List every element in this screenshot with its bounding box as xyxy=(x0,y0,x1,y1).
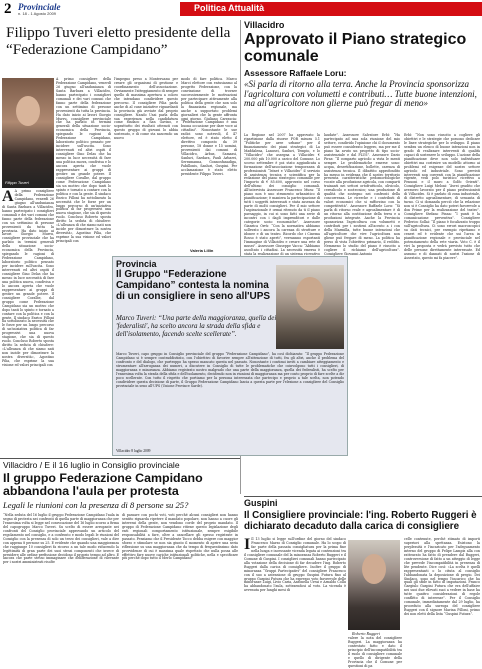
article-text: A primo consigliere della Federazione Campidano, venerdì 26 giugno all'andunianza di Santa Barbara a Villacidro, hanno partecipato i consiglieri comunali e dei vari comuni che fanno parte della federazione con un settimino di persone provenienti da tutta la provincia. Ha dato inizio ai lavori Giorgio Murru, consigliere provinciale che ha parlato in termini generali della situazione socio-economica della Provincia, spiegando le ragioni di Federazione Campidano, laboratorio politico pensato per incidere sull'uscita. Sono intervenuti ed altri ospiti il consigliere Gino Delas che ha messo in luce necessità di fare una politica nuova, condivisa e lo ancora aperta che vuole rappresentare ai gruppi di gestire un grande potere. Il consigliere Coralbe, dal gruppo come Federazione Campidano sia un motivo che dopo tanti lo spinto e tornato a contare con la politica e con la gente. Il sindaco Enrico Pilloni ha sottolineato la necessità che le forze per un lungo percorso di un'iniziativa politica di far progressivi una nuova stagione, che sia di questo ruolo. Concluso Roberto sposta diritto la seduta di chiudere: «L'alleanza di che siamo nati non incide per dimostrare la nostra diversità», Agostino Pilia, che esprime la sua visione ed valori principali con xyxy=(2,189,54,367)
article-kicker: Provincia xyxy=(116,259,157,269)
page-header xyxy=(0,0,482,18)
page-number: 2 xyxy=(4,1,12,17)
article-subkicker: Assessore Raffaele Loru: xyxy=(244,68,347,78)
article-deck: Legali le riunioni con la presenza di 8 persone su 25? xyxy=(3,500,189,510)
article-column: di passare con pochi voti, voti perché alcuni consiglieri non hanno sentito riguarda ripetere il mandato popolare, non hanno a cuore gli interessi della gente, non vendono corde del proprio mandato. Il gruppo di Federazione Campidano ritiene questo legislazione degli enti regionali comportamento istituzionale, sempre esigibile responsabilità a fare, oltre a cancellare gli spesso registrate in passato. Pensiamo che il Presidente Tocco debba esigere con maggior sforzo e stimolare se non sia giunto il momento di aprire una seria riflessione su una maggioranza che da tempo di frequentissimo dato provvidenze di cui è massima quale rispettato che nulla possa alle effettivo fare nuove cariche istituzionali politiche, nella e specificare più perché dopo tutto il Merlo Campidano” xyxy=(122,513,238,561)
section-rule xyxy=(244,496,482,497)
article-column: l'impegno preso a Monteruanu per creare gli organismi di gestione e coordinamento dell'associazione. Ovviamente l'atteggiamento di sempre quello di massima apertura a coloro che intendano condividere questo percorso. Il consigliere Pilia parla anche di al cune iniziative riguardanti la provincia già avviate dal proprio consigliere. Nando Usai parla della sua esperienza nella candidatura come sindaco a San Gavino, e soprattutto dei risultati ottenuti con questo gruppo di giovani lo abbia sostenuto, e di come sta nascendo un nuovo xyxy=(114,77,178,141)
article-body: Marco Tuveri, capo gruppo in Consiglio provinciale del gruppo “Federazione Campidano”, ha così dichiarato: “Il gruppo Federazione Campidano si è sempre contraddistinto, con l'obiettivo di favorire sempre all'attenzione di tutti, fra gli altri, anche il problema del confronto e del dialogo, che purtroppo ha spesso mancato questa nel passato. Nonostante i continui inviti a cambiare atteggiamento e strumentare all'arroganza dei numeri, a discutere in Consiglio di tutte le problematiche che coinvolgono tutti i consiglieri, di maggioranza e minoranza. Abbiamo registrato nostro malgrado che una parte della maggioranza, quella dei federalisti, ha scelto per l'ennesima volta la strada della sfida e dell'isolamento, decidendo non in riunioni di maggioranza ma per conto proprio di fare scelte a dir poco scellerate. Con tutto il rispetto che portiamo per la persona interessata che partecipo e proprio a tale scelta, non potendo condividere questa decisione di parte, il Gruppo Federazione Campidano lascia a questa parte per l'elezione a consigliere del Consiglio provinciale in seno all'UPS (Unione Province Sarde). xyxy=(116,352,344,388)
article-column: celle contenute, perché stimato di importi superiori alla spettanza. Esistono la perplessità e l'incaricato per l'adeguamento interno del gruppo di Felipe Lampis alla con ratteurato ha fatto di prendere dal Ruggeri, controversione di fatto a un atteggio di legge che prevede l'incompatibilità in presenza di lite pendente. Dice così: «La scelta è quelli rappresentanti o lo cituta al consiglio l'abbandonata la deposizione di pregio. Dei Sindaco, sono nel tempo l'incarico che ha quali gli sfide in fatto di imputazioni. Franco Gargiulo Guspini Futura che era dell'affaire nei suoi due rilevati suoi a vedere in base ha tutte quattro considerazioni di regole conflitto di interesse”. Per il Consiglio comunale, immediatamente dal 29 luglio, ha proceduto alla surroga del consigliere Ruggeri con il signore Marina Pilloni, primo dei non eletti della lista “Guspini Futura”. xyxy=(404,537,480,617)
article-kicker: Villacidro / E il 16 luglio in Consiglio provinciale xyxy=(3,460,180,470)
article-title: Filippo Tuveri eletto presidente della “Federazione Campidano” xyxy=(6,24,231,58)
article-column: laudate”. Assessore Salvatore Erbì: “Ha partecipato ad una sola riunione del mio settore, condivido l'opinione chi il documento può essere considerato leggero, ma per me il piano ha avuto un progetto di tipo socio-assistenziale e dal PLUS”. Assessore Dario Piras: “Il comparto agricolo a vista le menti sempre. Le problematiche emerse sono: acqua, desertificazione, bollette, carenza di assistenza tecnica. Il dibattito approfondito ha messo in evidenza che il nostro territorio presenta caratteristiche pedomorfologiche vocate alla produzione agricola, con comparti trainanti nei settori ortofrutticolo, olivicolo, cerealicolo e zootecnico; una produzione di qualità che sostegno nei confronti della concorrenza. Le ricerche e i contributi di valori economici che si rafforzino con la competitività”. Assessore Raffaele Loru: “Si parla di ritorno reale e agroalimentare è di un ritorno alla costituzione della terra e a produzioni integrate. Anche la Provincia sponsorizza l'agricoltura con volumetti e contributi per i sostieni all'acento a i con della Marmilla, tutte buone intenzioni che all'agricoltore che vive l'agricoltura non gliene può fregare di meno. La politica ha perso di vista l'obiettivo primario, il reddito. Nemmeno lo studio del piano è riuscito a cogliere il richiamo dell'agricoltura”. Consigliere Giovanni Antonio xyxy=(324,133,400,256)
issue-info: n. 18 - 1 Agosto 2009 xyxy=(18,11,57,16)
article-title: Il Gruppo “Federazione Campidano” contesta la nomina di un consigliere in seno all'UPS xyxy=(116,269,271,303)
article-column xyxy=(2,188,54,367)
newspaper-logo: Provinciale xyxy=(18,2,61,12)
section-banner: Politica Attualità xyxy=(180,2,482,16)
article-quote: Marco Tuveri: “Una parte della maggioranza, quella dei 'federalisti', ha scelto ancora la strada della sfida e dell'isolamento, facendo scelte scellerate”. xyxy=(116,314,277,338)
portrait-photo xyxy=(2,78,54,188)
article-title: Approvato il Piano strategico comunale xyxy=(244,31,467,65)
portrait-photo xyxy=(348,540,400,630)
photo-caption: Roberto Ruggeri xyxy=(352,631,381,636)
article-column: Erbì: “Non sono riuscito a cogliere gli obiettivi e le strategie che possono dedicare le linee strategiche per lo sviluppo. Il piano sembra un elenco di buone intenzioni non in grado di realizzare interventi di qualità capaci di sostenere lo sviluppo. L'azione della pianificazione deve non solo individuare obiettivi ma costruire un modello attorno ai problemi ed esigenze del nostro settore agricolo ed industriale. Sono previsti interventi non coerenti con la pianificazione vigente, vedi polo turistico ricettivo a Fenuoni e il muro a Golfo Orienti”. Consigliere Luigi Meloni: “Avrei gradito che avessero lavorato per il piano professionisti di Villacidro. Si è parlato di zona industriale, di distretto agroalimentare, di sessanta di turno. Ci si domanda perciò che la relazione non si è Consiglio ha dato poteri favorevole a don Prime per la realizzazione del teatro”. Consigliere Stefano Pinna: “I punti è la comunicazione preventiva”. Consigliere Federico Sollai: “Il piano è focalizzato troppo sull'agricoltura. Ci sono errori macroscopici su dati tecnici, per esempio ripetiamo e ceneri ed è evidente che usi l'area in pianificazione regionale e provinciale nel potenziamento della rete viaria. Voto C. è il vivi la proposta e vedrà previsto tutto che delle persone direttamente interessate. Ed assumo e di dannati di nostri l'azione di Assestato, questo mi fa piacere”. xyxy=(404,133,480,260)
section-rule xyxy=(0,458,240,459)
article-text: Il 13 luglio si legge sull'ordine del giorno del sindaco Francesco Marzo di Consiglio comunale. Ha lo scopo di far parte della passata consigliatura per la prima fine nella lunga e incessante vicenda legata ai contenzioni tra il consigliere comunale del la minoranza Roberto Ruggeri e il Comune di Guspini. I consiglieri comunali hanno partecipato alla votazione della decisione di far decadere l'ing. Roberto Ruggeri dalla carica di consigliere. Inoltre il gruppo di minoranza “Gruppi Partecipativi” del consigliere Francesco con il suo a astensione di gruppo Guspini Futura fino al gruppo Guspini Futura che ha espresso voto favorevole delle minoranze Luigi, Livio Caria, Antonella Urrai e Arnaldo Collu ha abbandonato l'aula, sottraendosi al voto. La vicenda è avvenuta per lunghi mesi di xyxy=(244,537,346,593)
article-column: valere la nota del consigliere Ruggeri. La maggioranza ha contestato fatto e dato il principio dell'incompatibilità tra il ruolo di consigliere comunale e quello di dirigente della Provincia che il Comune per questioni di pa xyxy=(348,636,402,668)
article-title: Il Consigliere provinciale: l'ing. Roberto Ruggeri è dichiarato decaduto dalla carica di consigliere xyxy=(244,510,477,532)
drop-cap: A xyxy=(2,188,14,205)
article-deck: «Si parla di ritorno alla terra. Anche la Provincia sponsorizza l'agricoltura con volumetti e contributi… Tutte buone intenzioni, ma all'agricoltore non glierne può fregar di meno» xyxy=(244,79,477,109)
article-title: Il gruppo Federazione Campidano abbandona l'aula per protesta xyxy=(3,471,203,499)
article-column xyxy=(244,538,346,654)
article-column: “Nella seduta del 16 luglio il gruppo Federazione Campidano l'aula in segno di protesta nei confronti di quella parte di maggioranza che per l'ennesima volta si legge nel convocazione del 16 luglio scorso a firma del capogruppo Marco Tuveri. Su scelto di essere arrogante nei confronti del Consiglio provinciale approvando un articolo del regolamento nel consiglio, e a confronto e modo legali le riunioni del Consiglio con la presenza di solo un terzo dei consiglieri, vale a dire con appena 8 persone su 25. E evidente che quando una maggioranza che raggiunge 10 consiglieri fa ricorso a un tale modo riducendo la legittimità di gran parte dei suoi stessi componenti che invece di presidere alle ordine prefissione decidono il proprio tempo ad altro. E ancora che parte stesso immaginare che deliberazione di rilevante per i nostri amministrati risolte xyxy=(3,513,119,565)
photo-caption: Filippo Tuveri xyxy=(5,180,29,185)
article-column: A primo consigliere della Federazione Campidano, venerdì 26 giugno all'andunianza di Santa Barbara a Villacidro, hanno partecipato i consiglieri comunali e dei vari comuni che fanno parte della federazione con un settimino di persone provenienti da tutta la provincia. Ha dato inizio ai lavori Giorgio Murru, consigliere provinciale che ha parlato in termini generali della situazione socio-economica della Provincia, spiegando le ragioni di Federazione Campidano, laboratorio politico pensato per incidere sull'uscita. Sono intervenuti ed altri ospiti il consigliere Gino Delas che ha messo in luce necessità di fare una politica nuova, condivisa e lo ancora aperta che vuole rappresentare ai gruppi di gestire un grande potere. Il consigliere Coralbe, dal gruppo come Federazione Campidano sia un motivo che dopo tanti lo spinto e tornato a contare con la politica e con la gente. Il sindaco Enrico Pilloni ha sottolineato la necessità che le forze per un lungo percorso di un'iniziativa politica di far progressivi una nuova stagione, che sia di questo ruolo. Concluso Roberto sposta diritto la seduta di chiudere: «L'alleanza di che siamo nati non incide per dimostrare la nostra diversità», Agostino Pilia, che esprime la sua visione ed valori principali con xyxy=(56,77,111,244)
article-kicker: Villacidro xyxy=(244,20,285,30)
article-column: La Regione nel 2007 ha approvato la ripartizione dalla risorse POR misura 5.1 “Politiche per aree urbane” per il finanziamento dei piani strategici di La Maddalena, Lanusei, Sanluri, Tempio, e lo “Villacidro” che assegna a Villacidro € 200.000 più 10.000 a carico del Comune. Lo scorso settembre è poi stato aggiudicata a formazione dell'associazione temporanea di professionisti “Istnet e Villacidro” il servizio di assistenza tecnica e scientifica per la redazione del piano strategico comunale per l'importo di € 85.600, approvato nel corso dell'ultimo dei consiglio comunali. All'intervista Assessore Francesco Mura: “Il piano non è uno strumento urbanistico di pianificazione; è maniera la partecipazione di tutti i soggetti interessati e stata assenza da parte di molti consiglieri. Per il mio settore l'aspirazionale è ormai ritenuto da ti il piano paesaggio, in cui si sono fatti una serie di incontri con i dagli imprenditori e dalle categorie socio economiche”. Assessore Gianrica Orrù: “Con la normativa abbiamo sollevato i ancora la carenza di strutture e idonee e di un teatro. Ricordo che i Cinema Rosso è stato aperti”, verrannno esportanti l'immagine di Villacidro e creare una rete di musei”. Assessore Giuseppe Vacca: “Abbiamo ascoltato i cittadini. La necessità emersa è stata la realizzazione di un sistema ricreativo xyxy=(244,133,320,256)
article-kicker: Guspini xyxy=(244,498,278,508)
portrait-photo xyxy=(276,265,344,349)
byline: Valeria Lillin xyxy=(190,248,214,253)
article-column: modo di fare politica. Marco Marci elettore con entusiasmo al progetto Federazione, con la convinzione di trovare successivamente le motivazioni per partecipare attivamente alla politica della gente che non solo la finanziaria regionale, ma anche a supportato problemi giornalieri che la gente affronta ogni giorno. Giuliano Carrascia: “Federazione Campidano è una buona occasione per dare voce ai cittadini”. Nonostante le sue radici sono notevoli, il 47 elettore, ed è stato eletto il direttivo composto da 39 persone, 18 donne e 15 uomini, provenienti dai comuni di Villacidro, Arbus, Samassi, Sanluri, Sardara, Pauli Arbarei, Serramanna, Gonnosfanadiga, Pabillonis, Sanluri, Guspini. Per acclamazione è stato eletto presidente Filippo Tuveri. xyxy=(181,77,237,176)
drop-cap: I xyxy=(244,536,251,553)
dateline: Villacidro 8 luglio 2009 xyxy=(116,449,151,453)
